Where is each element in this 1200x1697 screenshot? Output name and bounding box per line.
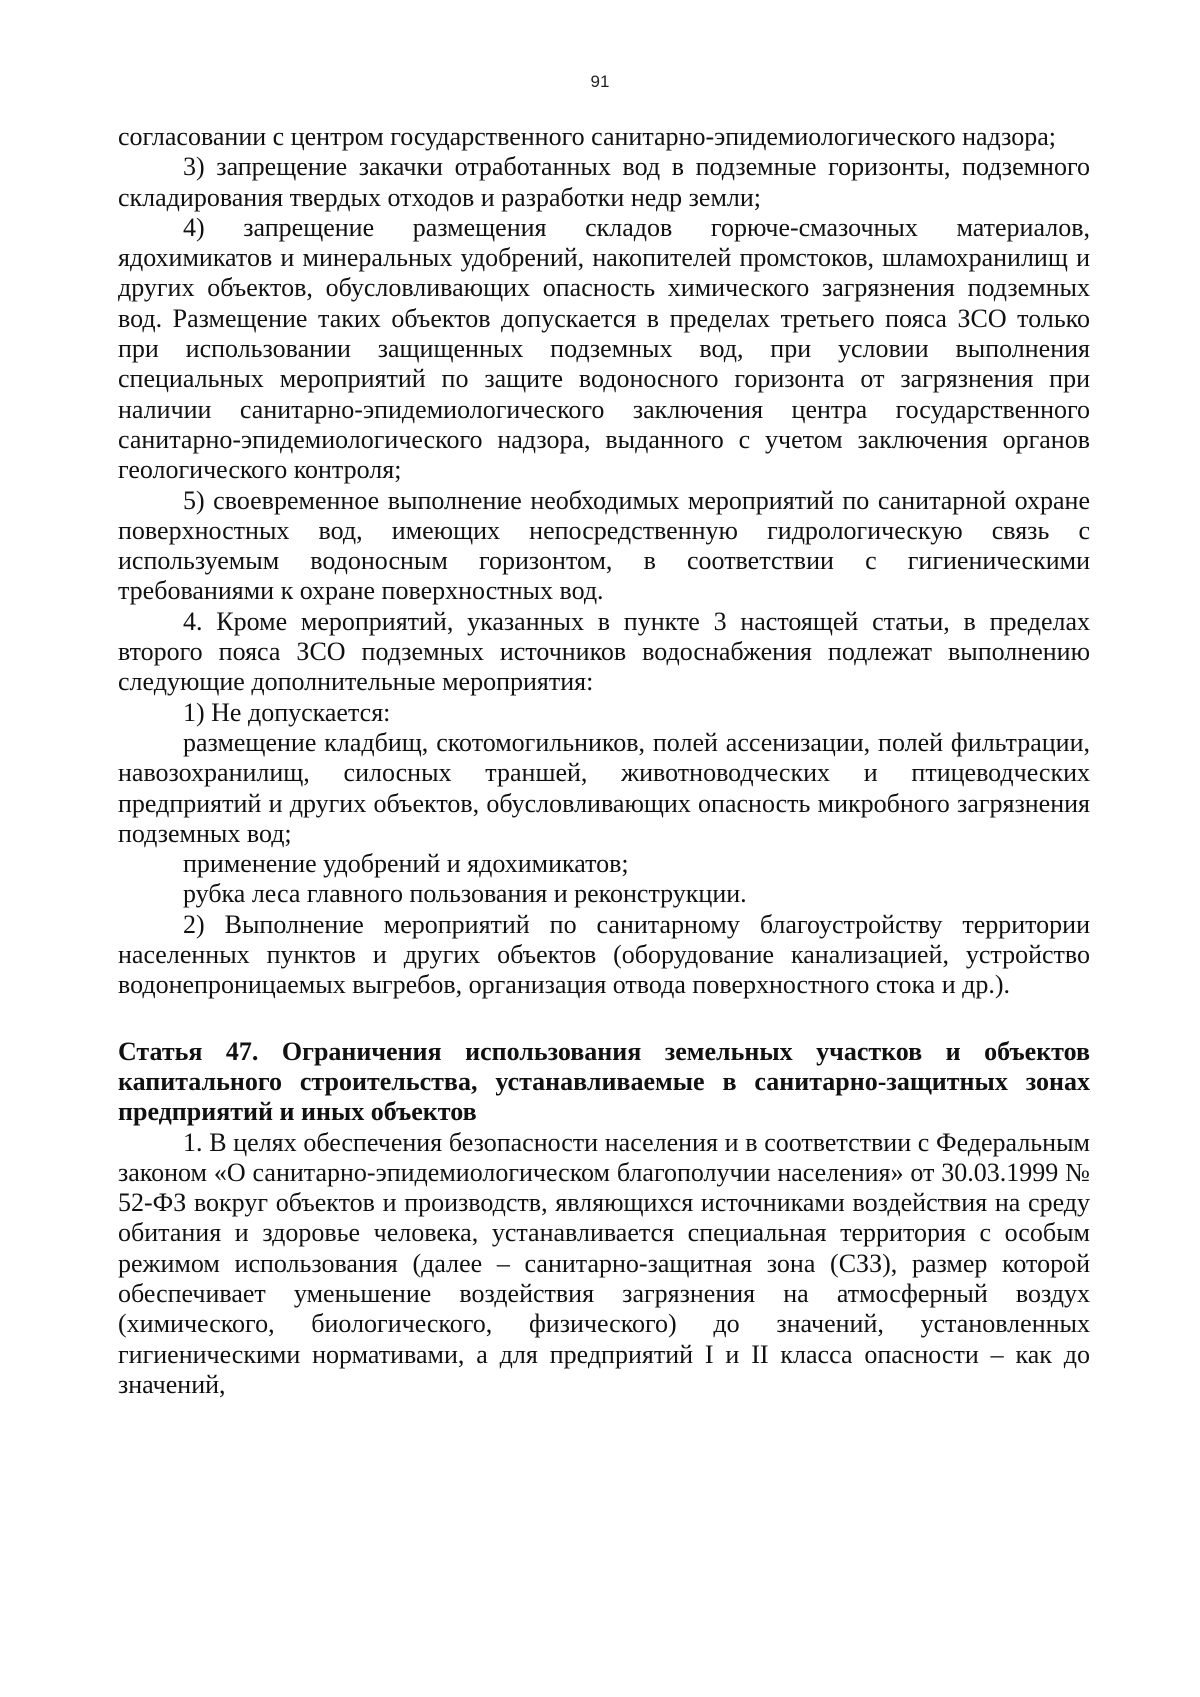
page-number: 91	[590, 72, 610, 91]
document-body	[118, 122, 1090, 1400]
paragraph-item-4: 4) запрещение размещения складов горюче-смазочных материалов, ядохимикатов и минеральных удобрений, накопителей промстоков, шламохранилищ и других объектов, обусловливающих опасность химического загрязнения подземных вод. Размещение таких объектов допускается в пределах третьего пояса ЗСО только при использовании защищенных подземных вод, при условии выполнения специальных мероприятий по защите водоносного горизонта от загрязнения при наличии санитарно-эпидемиологического заключения центра государственного санитарно-эпидемиологического надзора, выданного с учетом заключения органов геологического контроля;	[118, 212, 1090, 485]
paragraph-placement: размещение кладбищ, скотомогильников, полей ассенизации, полей фильтрации, навозохранилищ, силосных траншей, животноводческих и птицеводческих предприятий и других объектов, обусловливающих опасность микробного загрязнения подземных вод;	[118, 727, 1090, 848]
article-paragraph-1: 1. В целях обеспечения безопасности населения и в соответствии с Федеральным законом «О санитарно-эпидемиологическом благополучии населения» от 30.03.1999 № 52-ФЗ вокруг объектов и производств, являющихся источниками воздействия на среду обитания и здоровье человека, устанавливается специальная территория с особым режимом использования (далее – санитарно-защитная зона (СЗЗ), размер которой обеспечивает уменьшение воздействия загрязнения на атмосферный воздух (химического, биологического, физического) до значений, установленных гигиеническими нормативами, а для предприятий I и II класса опасности – как до значений,	[118, 1127, 1090, 1399]
paragraph-continuation: согласовании с центром государственного санитарно-эпидемиологического надзора;	[118, 122, 1056, 151]
paragraph-fertilizers: применение удобрений и ядохимикатов;	[183, 849, 629, 879]
paragraph-subitem-1: 1) Не допускается:	[183, 697, 391, 727]
paragraph-point-4: 4. Кроме мероприятий, указанных в пункте 3 настоящей статьи, в пределах второго пояса ЗСО подземных источников водоснабжения подлежат выполнению следующие дополнительные мероприятия:	[118, 606, 1090, 697]
paragraph-subitem-2: 2) Выполнение мероприятий по санитарному благоустройству территории населенных пунктов и других объектов (оборудование канализацией, устройство водонепроницаемых выгребов, организация отвода поверхностного стока и др.).	[118, 909, 1090, 1000]
article-heading: Статья 47. Ограничения использования земельных участков и объектов капитального строительства, устанавливаемые в санитарно-защитных зонах предприятий и иных объектов	[118, 1036, 1090, 1127]
paragraph-item-5: 5) своевременное выполнение необходимых мероприятий по санитарной охране поверхностных вод, имеющих непосредственную гидрологическую связь с используемым водоносным горизонтом, в соответствии с гигиеническими требованиями к охране поверхностных вод.	[118, 485, 1090, 606]
paragraph-logging: рубка леса главного пользования и реконструкции.	[183, 879, 747, 909]
paragraph-item-3: 3) запрещение закачки отработанных вод в подземные горизонты, подземного складирования твердых отходов и разработки недр земли;	[118, 152, 1090, 212]
